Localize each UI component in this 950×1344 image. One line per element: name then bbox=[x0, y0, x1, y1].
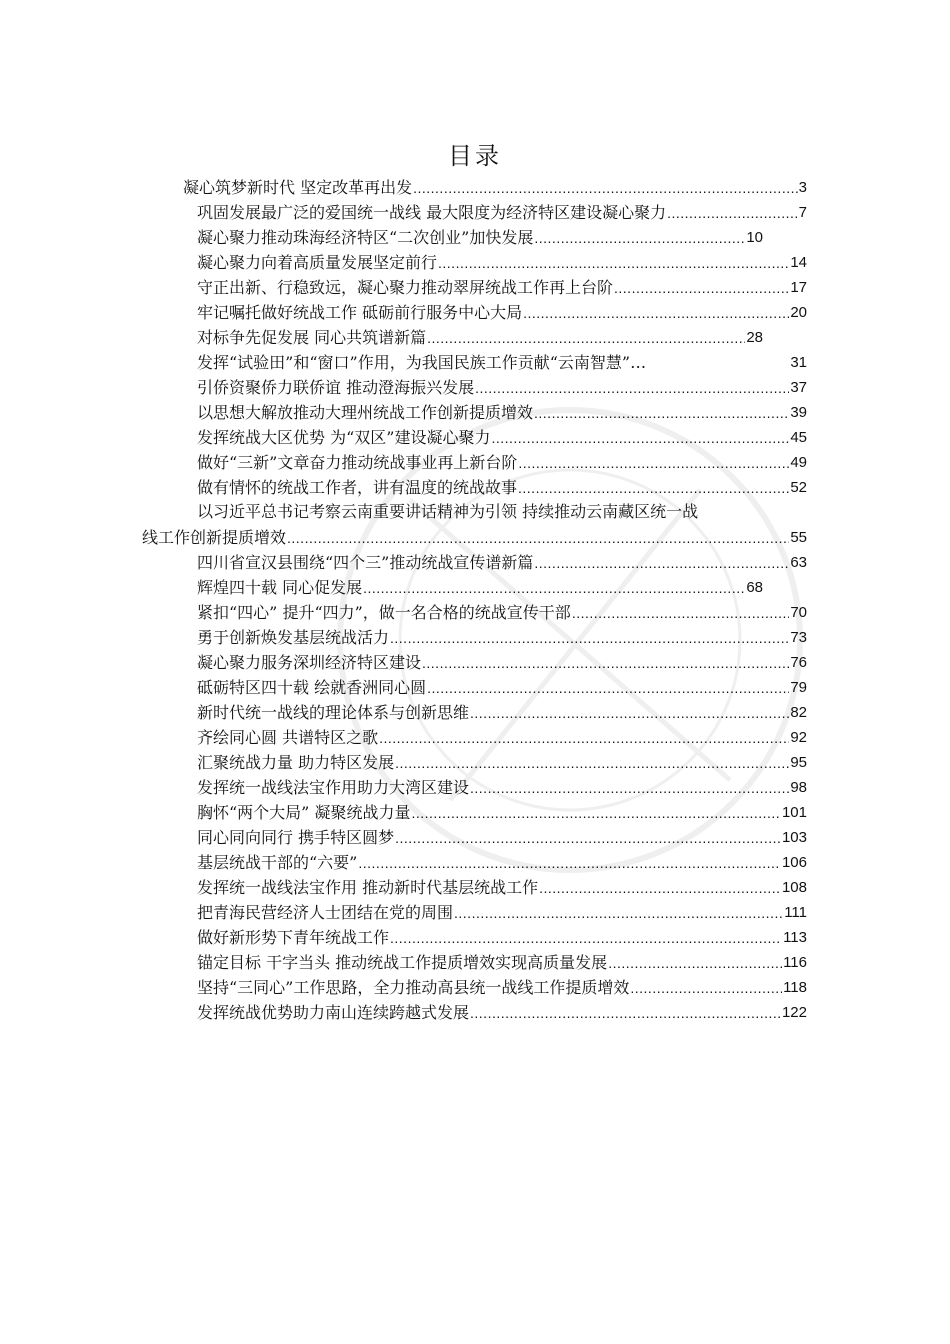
toc-entry[interactable] bbox=[142, 499, 807, 549]
toc-entry[interactable] bbox=[197, 974, 807, 999]
toc-entry[interactable] bbox=[197, 549, 807, 574]
toc-entry-page: 76 bbox=[790, 654, 807, 671]
toc-entry-title: 新时代统一战线的理论体系与创新思维 bbox=[197, 703, 470, 722]
toc-entry-page: 101 bbox=[781, 804, 807, 821]
toc-leader bbox=[491, 427, 789, 449]
toc-entry-line2 bbox=[142, 524, 807, 549]
toc-entry[interactable] bbox=[197, 649, 807, 674]
toc-entry-title: 砥砺特区四十载 绘就香洲同心圆 bbox=[197, 678, 427, 697]
toc-entry-title: 凝心聚力服务深圳经济特区建设 bbox=[197, 653, 422, 672]
toc-entry-title: 发挥统一战线法宝作用助力大湾区建设 bbox=[197, 778, 470, 797]
toc-entry[interactable] bbox=[197, 624, 807, 649]
toc-entry[interactable] bbox=[197, 949, 807, 974]
toc-leader bbox=[572, 602, 790, 624]
toc-entry-title: 四川省宣汉县围绕“四个三”推动统战宣传谱新篇 bbox=[197, 553, 534, 572]
toc-leader bbox=[390, 627, 789, 649]
toc-leader bbox=[470, 777, 789, 799]
toc-entry-page: 7 bbox=[798, 204, 807, 221]
toc-leader bbox=[667, 202, 798, 224]
toc-leader bbox=[475, 377, 789, 399]
toc-entry-page: 116 bbox=[783, 954, 807, 971]
toc-entry-title: 同心同向同行 携手特区圆梦 bbox=[197, 828, 395, 847]
toc-entry[interactable] bbox=[197, 849, 807, 874]
toc-entry-title: 牢记嘱托做好统战工作 砥砺前行服务中心大局 bbox=[197, 303, 523, 322]
toc-entry-page: 98 bbox=[790, 779, 807, 796]
toc-entry-page: 20 bbox=[790, 304, 807, 321]
toc-entry[interactable] bbox=[197, 599, 807, 624]
toc-entry-page: 122 bbox=[781, 1004, 807, 1021]
toc-entry-title: 做好“三新”文章奋力推动统战事业再上新台阶 bbox=[197, 453, 518, 472]
toc-leader bbox=[427, 327, 745, 349]
toc-leader bbox=[534, 227, 745, 249]
toc-leader bbox=[411, 802, 781, 824]
toc-entry[interactable] bbox=[197, 899, 807, 924]
toc-entry-page: 10 bbox=[746, 229, 763, 246]
toc-entry[interactable] bbox=[197, 574, 763, 599]
toc-entry-title: 发挥统一战线法宝作用 推动新时代基层统战工作 bbox=[197, 878, 539, 897]
toc-entry-title: 坚持“三同心”工作思路，全力推动高县统一战线工作提质增效 bbox=[197, 978, 630, 997]
toc-leader bbox=[539, 877, 781, 899]
toc-entry[interactable] bbox=[197, 274, 807, 299]
toc-entry-title: 以思想大解放推动大理州统战工作创新提质增效 bbox=[197, 403, 534, 422]
toc-entry[interactable] bbox=[197, 349, 807, 374]
toc-leader bbox=[438, 252, 789, 274]
toc-entry[interactable] bbox=[197, 424, 807, 449]
toc-entry-page: 63 bbox=[790, 554, 807, 571]
toc-entry[interactable] bbox=[197, 299, 807, 324]
toc-entry[interactable] bbox=[197, 199, 807, 224]
toc-entry-title: 发挥统战优势助力南山连续跨越式发展 bbox=[197, 1003, 470, 1022]
toc-entry-title: 凝心筑梦新时代 坚定改革再出发 bbox=[183, 178, 413, 197]
toc-leader bbox=[390, 927, 782, 949]
toc-leader bbox=[534, 552, 789, 574]
toc-entry-title: 发挥“试验田”和“窗口”作用，为我国民族工作贡献“云南智慧”… bbox=[197, 353, 647, 372]
toc-entry-page: 37 bbox=[790, 379, 807, 396]
toc-entry[interactable] bbox=[197, 374, 807, 399]
toc-entry-title: 勇于创新焕发基层统战活力 bbox=[197, 628, 390, 647]
toc-entry-title: 发挥统战大区优势 为“双区”建设凝心聚力 bbox=[197, 428, 491, 447]
toc-entry-title: 汇聚统战力量 助力特区发展 bbox=[197, 753, 395, 772]
toc-entry-title: 凝心聚力推动珠海经济特区“二次创业”加快发展 bbox=[197, 228, 534, 247]
toc-leader bbox=[363, 577, 745, 599]
toc-leader bbox=[518, 477, 789, 499]
toc-entry-page: 3 bbox=[798, 179, 807, 196]
toc-leader bbox=[422, 652, 789, 674]
toc-entry-title: 做有情怀的统战工作者，讲有温度的统战故事 bbox=[197, 478, 518, 497]
toc-leader bbox=[287, 527, 789, 549]
toc-leader bbox=[413, 177, 798, 199]
toc-title: 目录 bbox=[448, 142, 502, 170]
toc-leader bbox=[470, 702, 789, 724]
toc-entry-page: 14 bbox=[790, 254, 807, 271]
toc-leader bbox=[358, 852, 781, 874]
toc-leader bbox=[614, 277, 789, 299]
toc-leader bbox=[608, 952, 782, 974]
toc-entry[interactable] bbox=[197, 449, 807, 474]
toc-entry-page: 79 bbox=[790, 679, 807, 696]
toc-entry-page: 55 bbox=[790, 529, 807, 546]
toc-leader bbox=[454, 902, 783, 924]
toc-entry-title: 胸怀“两个大局” 凝聚统战力量 bbox=[197, 803, 411, 822]
toc-entry-title: 紧扣“四心” 提升“四力”，做一名合格的统战宣传干部 bbox=[197, 603, 571, 622]
toc-entry-page: 106 bbox=[781, 854, 807, 871]
toc-entry-page: 103 bbox=[781, 829, 807, 846]
toc-entry-page: 17 bbox=[790, 279, 807, 296]
toc-entry-page: 113 bbox=[783, 929, 807, 946]
toc-entry[interactable] bbox=[197, 324, 763, 349]
toc-entry-title: 锚定目标 干字当头 推动统战工作提质增效实现高质量发展 bbox=[197, 953, 608, 972]
toc-entry-title: 辉煌四十载 同心促发展 bbox=[197, 578, 363, 597]
toc-entry-page: 92 bbox=[790, 729, 807, 746]
toc-entry-page: 31 bbox=[790, 354, 807, 371]
toc-entry-title: 基层统战干部的“六要” bbox=[197, 853, 358, 872]
toc-entry[interactable] bbox=[197, 999, 807, 1024]
toc-entry[interactable] bbox=[183, 174, 807, 199]
toc-entry[interactable] bbox=[197, 749, 807, 774]
toc-leader bbox=[427, 677, 789, 699]
toc-entry-title: 引侨资聚侨力联侨谊 推动澄海振兴发展 bbox=[197, 378, 475, 397]
toc-entry-title: 守正出新、行稳致远，凝心聚力推动翠屏统战工作再上台阶 bbox=[197, 278, 614, 297]
toc-leader bbox=[523, 302, 789, 324]
toc-entry-page: 82 bbox=[790, 704, 807, 721]
toc-entry[interactable] bbox=[197, 774, 807, 799]
toc-entry-page: 73 bbox=[790, 629, 807, 646]
toc-entry-page: 68 bbox=[746, 579, 763, 596]
toc-entry[interactable] bbox=[197, 474, 807, 499]
toc-entry-title: 凝心聚力向着高质量发展坚定前行 bbox=[197, 253, 438, 272]
toc-entry-page: 111 bbox=[784, 904, 807, 921]
toc-entry-page: 108 bbox=[781, 879, 807, 896]
toc-entry[interactable] bbox=[197, 824, 807, 849]
toc-entry-title: 做好新形势下青年统战工作 bbox=[197, 928, 390, 947]
toc-entry-page: 28 bbox=[746, 329, 763, 346]
toc-entry[interactable] bbox=[197, 699, 807, 724]
toc-entry[interactable] bbox=[197, 924, 807, 949]
toc-leader bbox=[534, 402, 789, 424]
toc-entry-title: 巩固发展最广泛的爱国统一战线 最大限度为经济特区建设凝心聚力 bbox=[197, 203, 667, 222]
toc-leader bbox=[630, 977, 782, 999]
toc-entry[interactable] bbox=[197, 874, 807, 899]
toc-entry-title-line1: 以习近平总书记考察云南重要讲话精神为引领 持续推动云南藏区统一战 bbox=[197, 502, 699, 521]
toc-leader bbox=[379, 727, 789, 749]
toc-entry-page: 118 bbox=[783, 979, 807, 996]
toc-entry-page: 52 bbox=[790, 479, 807, 496]
toc-entry-title: 对标争先促发展 同心共筑谱新篇 bbox=[197, 328, 427, 347]
toc-entry-page: 45 bbox=[790, 429, 807, 446]
toc-entry-page: 70 bbox=[790, 604, 807, 621]
toc-entry-title: 齐绘同心圆 共谱特区之歌 bbox=[197, 728, 379, 747]
toc-entry[interactable] bbox=[197, 724, 807, 749]
toc-entry-page: 95 bbox=[790, 754, 807, 771]
toc-leader bbox=[395, 827, 781, 849]
toc-entry[interactable] bbox=[197, 224, 763, 249]
toc-entry-title: 把青海民营经济人士团结在党的周围 bbox=[197, 903, 454, 922]
toc-entry-page: 39 bbox=[790, 404, 807, 421]
toc-entry-title-line2: 线工作创新提质增效 bbox=[142, 528, 287, 547]
toc-leader bbox=[470, 1002, 781, 1024]
toc-leader bbox=[518, 452, 789, 474]
toc-entry[interactable] bbox=[197, 399, 807, 424]
toc-entry-page: 49 bbox=[790, 454, 807, 471]
toc-entry[interactable] bbox=[197, 674, 807, 699]
toc-entry[interactable] bbox=[197, 249, 807, 274]
toc-leader bbox=[395, 752, 789, 774]
toc-entry[interactable] bbox=[197, 799, 807, 824]
